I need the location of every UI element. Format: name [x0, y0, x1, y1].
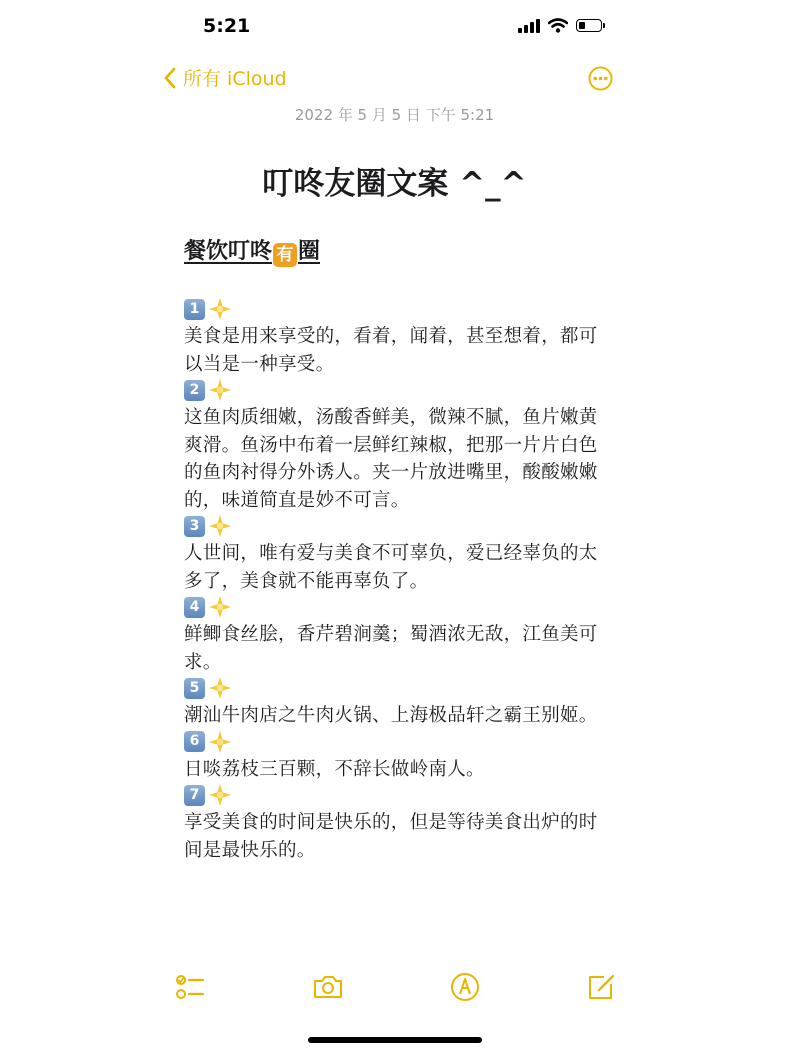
sparkle-icon [208, 297, 232, 321]
heading-suffix: 圈 [298, 239, 321, 264]
list-item [184, 514, 604, 595]
status-icons [518, 18, 602, 33]
keycap-number: 7 [184, 785, 205, 806]
back-label: 所有 iCloud [183, 68, 287, 90]
section-heading [184, 234, 320, 267]
keycap-number: 4 [184, 597, 205, 618]
you-emoji-box: 有 [273, 243, 297, 267]
list-item [184, 378, 604, 514]
compose-icon[interactable] [585, 970, 619, 1004]
camera-icon[interactable] [311, 970, 345, 1004]
sparkle-icon [208, 595, 232, 619]
list-item [184, 676, 604, 730]
entry-text: 潮汕牛肉店之牛肉火锅、上海极品轩之霸王别姬。 [184, 705, 598, 726]
keycap-number: 2 [184, 380, 205, 401]
sparkle-icon [208, 676, 232, 700]
more-icon[interactable] [588, 66, 613, 91]
list-item [184, 730, 604, 784]
sparkle-icon [208, 730, 232, 754]
entry-text: 人世间，唯有爱与美食不可辜负，爱已经辜负的太多了，美食就不能再辜负了。 [184, 543, 598, 592]
status-time: 5:21 [203, 15, 251, 37]
keycap-number: 3 [184, 516, 205, 537]
wifi-icon [548, 18, 568, 33]
keycap-number: 5 [184, 678, 205, 699]
home-indicator [308, 1037, 482, 1043]
status-bar [0, 0, 789, 56]
list-item [184, 783, 604, 864]
bottom-toolbar [0, 970, 789, 1010]
list-item [184, 297, 604, 378]
back-button[interactable] [163, 64, 287, 91]
chevron-left-icon [163, 67, 177, 89]
checklist-icon[interactable] [173, 970, 207, 1004]
keycap-number: 6 [184, 731, 205, 752]
keycap-number: 1 [184, 299, 205, 320]
entry-text: 享受美食的时间是快乐的，但是等待美食出炉的时间是最快乐的。 [184, 812, 598, 861]
entry-text: 鲜鲫食丝脍，香芹碧涧羹；蜀酒浓无敌，江鱼美可求。 [184, 624, 598, 673]
markup-pen-icon[interactable] [448, 970, 482, 1004]
entry-text: 这鱼肉质细嫩，汤酸香鲜美，微辣不腻，鱼片嫩黄爽滑。鱼汤中布着一层鲜红辣椒，把那一片片白色的鱼肉衬得分外诱人。夹一片放进嘴里，酸酸嫩嫩的，味道简直是妙不可言。 [184, 407, 598, 511]
entry-text: 美食是用来享受的，看着，闻着，甚至想着，都可以当是一种享受。 [184, 326, 598, 375]
entry-text: 日啖荔枝三百颗，不辞长做岭南人。 [184, 758, 485, 780]
entry-list [184, 297, 604, 864]
sparkle-icon [208, 783, 232, 807]
list-item [184, 595, 604, 676]
heading-prefix: 餐饮叮咚 [184, 239, 273, 264]
note-title: 叮咚友圈文案 ^_^ [262, 166, 527, 202]
note-date: 2022 年 5 月 5 日 下午 5:21 [294, 106, 495, 124]
sparkle-icon [208, 378, 232, 402]
sparkle-icon [208, 514, 232, 538]
signal-icon [518, 19, 540, 33]
battery-icon [576, 19, 602, 32]
